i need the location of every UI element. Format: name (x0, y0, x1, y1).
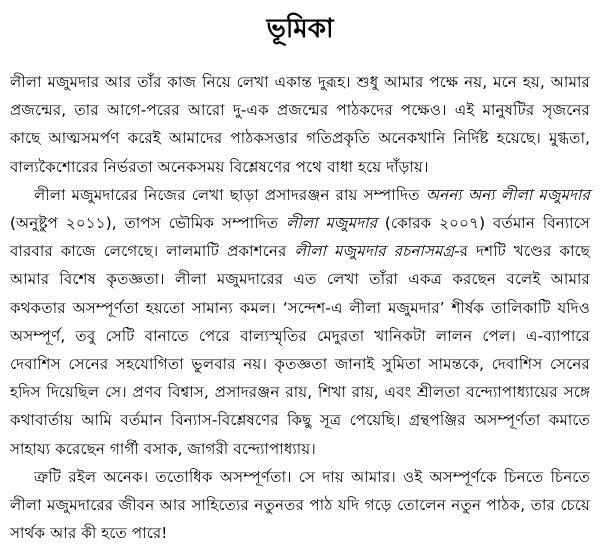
paragraph-2-text-4: -র দশটি খণ্ডের কাছে আমার বিশেষ কৃতজ্ঞতা। লীলা মজুমদারের এত লেখা তাঁরা একত্র করছেন বলেই আমার কথকতার অসম্পূর্ণতা হয়তো সামান্য কমল। ‘সন্দেশ-এ লীলা মজুমদার’ শীর্ষক তালিকাটি যদিও অসম্পূর্ণ, তবু সেটি বানাতে পেরে বাল্যস্মৃতির মেদুরতা খানিকটা লালন পেল। এ-ব্যাপারে দেবাশিস সেনের সহযোগিতা ভুলবার নয়। কৃতজ্ঞতা জানাই সুমিতা সামন্তকে, দেবাশিস সেনের হদিস দিয়েছিল সে। প্রণব বিশ্বাস, প্রসাদরঞ্জন রায়, শিখা রায়, এবং শ্রীলতা বন্দ্যোপাধ্যায়ের সঙ্গে কথাবার্তায় আমি বর্তমান বিন্যাস-বিশ্লেষণের কিছু সূত্র পেয়েছি। গ্রন্থপঞ্জির অসম্পূর্ণতা কমাতে সাহায্য করেছেন গার্গী বসাক, জাগরী বন্দ্যোপাধ্যায়। (10, 242, 590, 458)
paragraph-1-text: লীলা মজুমদার আর তাঁর কাজ নিয়ে লেখা একান্ত দুরূহ। শুধু আমার পক্ষে নয়, মনে হয়, আমার প্রজন্মের, তার আগে-পরের আরো দু-এক প্রজন্মের পাঠকদের পক্ষেও। এই মানুষটির সৃজনের কাছে আত্মসমর্পণ করেই আমাদের পাঠকসত্তার গতিপ্রকৃতি অনেকখানি নির্দিষ্ট হয়েছে। মুগ্ধতা, বাল্যকৈশোরের নির্ভরতা অনেকসময় বিশ্লেষণের পথে বাধা হয়ে দাঁড়ায়। (10, 73, 590, 176)
book-title-leela: লীলা মজুমদার (286, 214, 378, 233)
paragraph-2-text-3: (কোরক ২০০৭) বর্তমান বিন্যাসে বারবার কাজে লেগেছে। লালমাটি প্রকাশনের (10, 214, 590, 261)
page-title: ভূমিকা (266, 14, 334, 44)
book-title-ananya: অনন্য অন্য লীলা মজুমদার (425, 185, 590, 204)
paragraph-2 (10, 181, 590, 463)
paragraph-1 (10, 68, 590, 181)
paragraph-2-text-1: লীলা মজুমদারের নিজের লেখা ছাড়া প্রসাদরঞ্জন রায় সম্পাদিত (34, 185, 426, 204)
paragraph-2-text-2: (অনুষ্টুপ ২০১১), তাপস ভৌমিক সম্পাদিত (10, 214, 287, 233)
paragraph-3-text: ত্রুটি রইল অনেক। ততোধিক অসম্পূর্ণতা। সে দায় আমার। ওই অসম্পূর্ণকে চিনতে চিনতে লীলা মজুমদারের জীবন আর সাহিত্যের নতুনতর পাঠ যদি গড়ে তোলেন নতুন পাঠক, তার চেয়ে সার্থক আর কী হতে পারে! (10, 467, 590, 543)
book-title-rachanasamagra: লীলা মজুমদার রচনাসমগ্র (294, 242, 455, 261)
paragraph-3 (10, 463, 590, 548)
